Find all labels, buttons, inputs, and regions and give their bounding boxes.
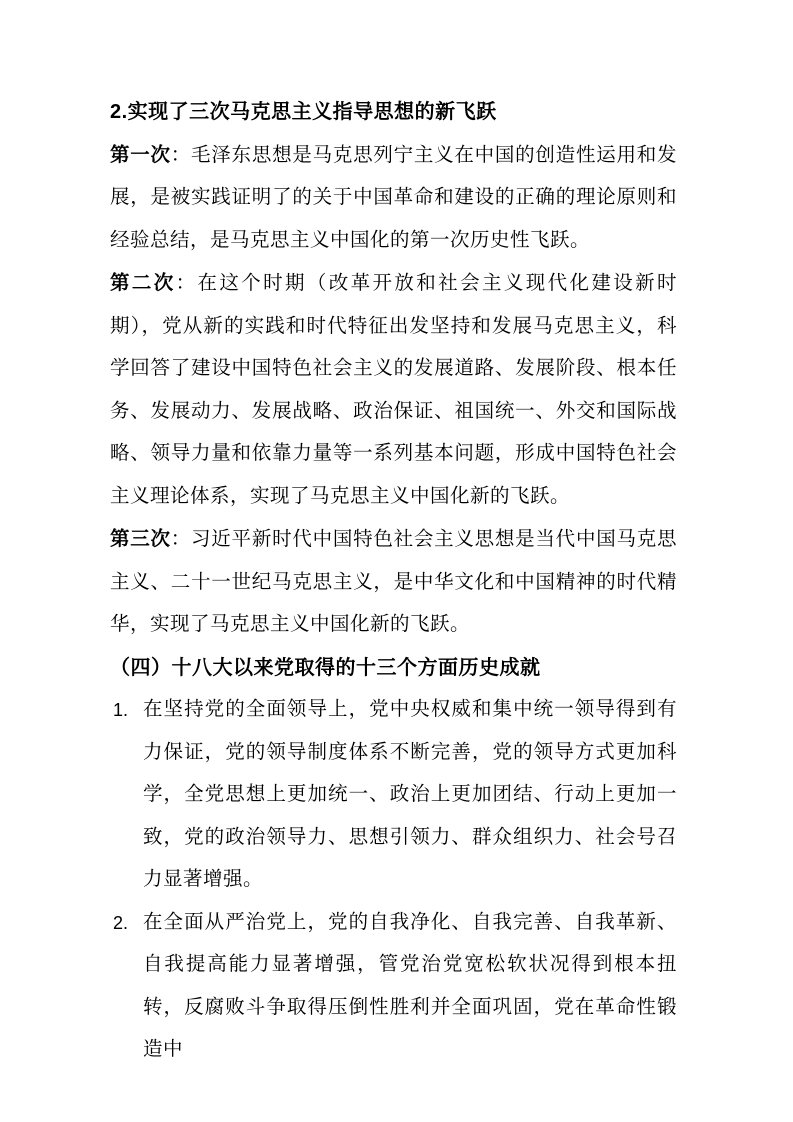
list-item-2 bbox=[110, 902, 677, 1072]
list-item-2-number: 2. bbox=[113, 912, 129, 933]
list-item-2-text: 在全面从严治党上，党的自我净化、自我完善、自我革新、自我提高能力显著增强，管党治党宽松软状况得到根本扭转，反腐败斗争取得压倒性胜利并全面巩固，党在革命性锻造中 bbox=[143, 911, 677, 1060]
paragraph-label-first: 第一次 bbox=[110, 143, 171, 166]
list-item-1-text: 在坚持党的全面领导上，党中央权威和集中统一领导得到有力保证，党的领导制度体系不断完善，党的领导方式更加科学，全党思想上更加统一、政治上更加团结、行动上更加一致，党的政治领导力、思想引领力、群众组织力、社会号召力显著增强。 bbox=[143, 699, 677, 890]
achievements-list bbox=[110, 689, 677, 1072]
list-item-1 bbox=[110, 689, 677, 902]
paragraph-text-first: ：毛泽东思想是马克思列宁主义在中国的创造性运用和发展，是被实践证明了的关于中国革命和建设的正确的理论原则和经验总结，是马克思主义中国化的第一次历史性飞跃。 bbox=[110, 144, 677, 251]
paragraph-third-leap bbox=[110, 518, 677, 647]
paragraph-label-second: 第二次 bbox=[110, 272, 176, 294]
paragraph-first-leap bbox=[110, 134, 677, 263]
paragraph-text-third: ：习近平新时代中国特色社会主义思想是当代中国马克思主义、二十一世纪马克思主义，是中华文化和中国精神的时代精华，实现了马克思主义中国化新的飞跃。 bbox=[110, 529, 677, 635]
paragraph-text-second: ：在这个时期（改革开放和社会主义现代化建设新时期），党从新的实践和时代特征出发坚持和发展马克思主义，科学回答了建设中国特色社会主义的发展道路、发展阶段、根本任务、发展动力、发展战略、政治保证、祖国统一、外交和国际战略、领导力量和依靠力量等一系列基本问题，形成中国特色社会主义理论体系，实现了马克思主义中国化新的飞跃。 bbox=[110, 273, 677, 507]
section-heading-three-leaps: 2.实现了三次马克思主义指导思想的新飞跃 bbox=[110, 101, 497, 123]
list-item-1-number: 1. bbox=[113, 700, 129, 720]
section-heading-thirteen-achievements: （四）十八大以来党取得的十三个方面历史成就 bbox=[110, 656, 541, 679]
paragraph-label-third: 第三次 bbox=[110, 528, 171, 550]
paragraph-second-leap bbox=[110, 262, 677, 518]
